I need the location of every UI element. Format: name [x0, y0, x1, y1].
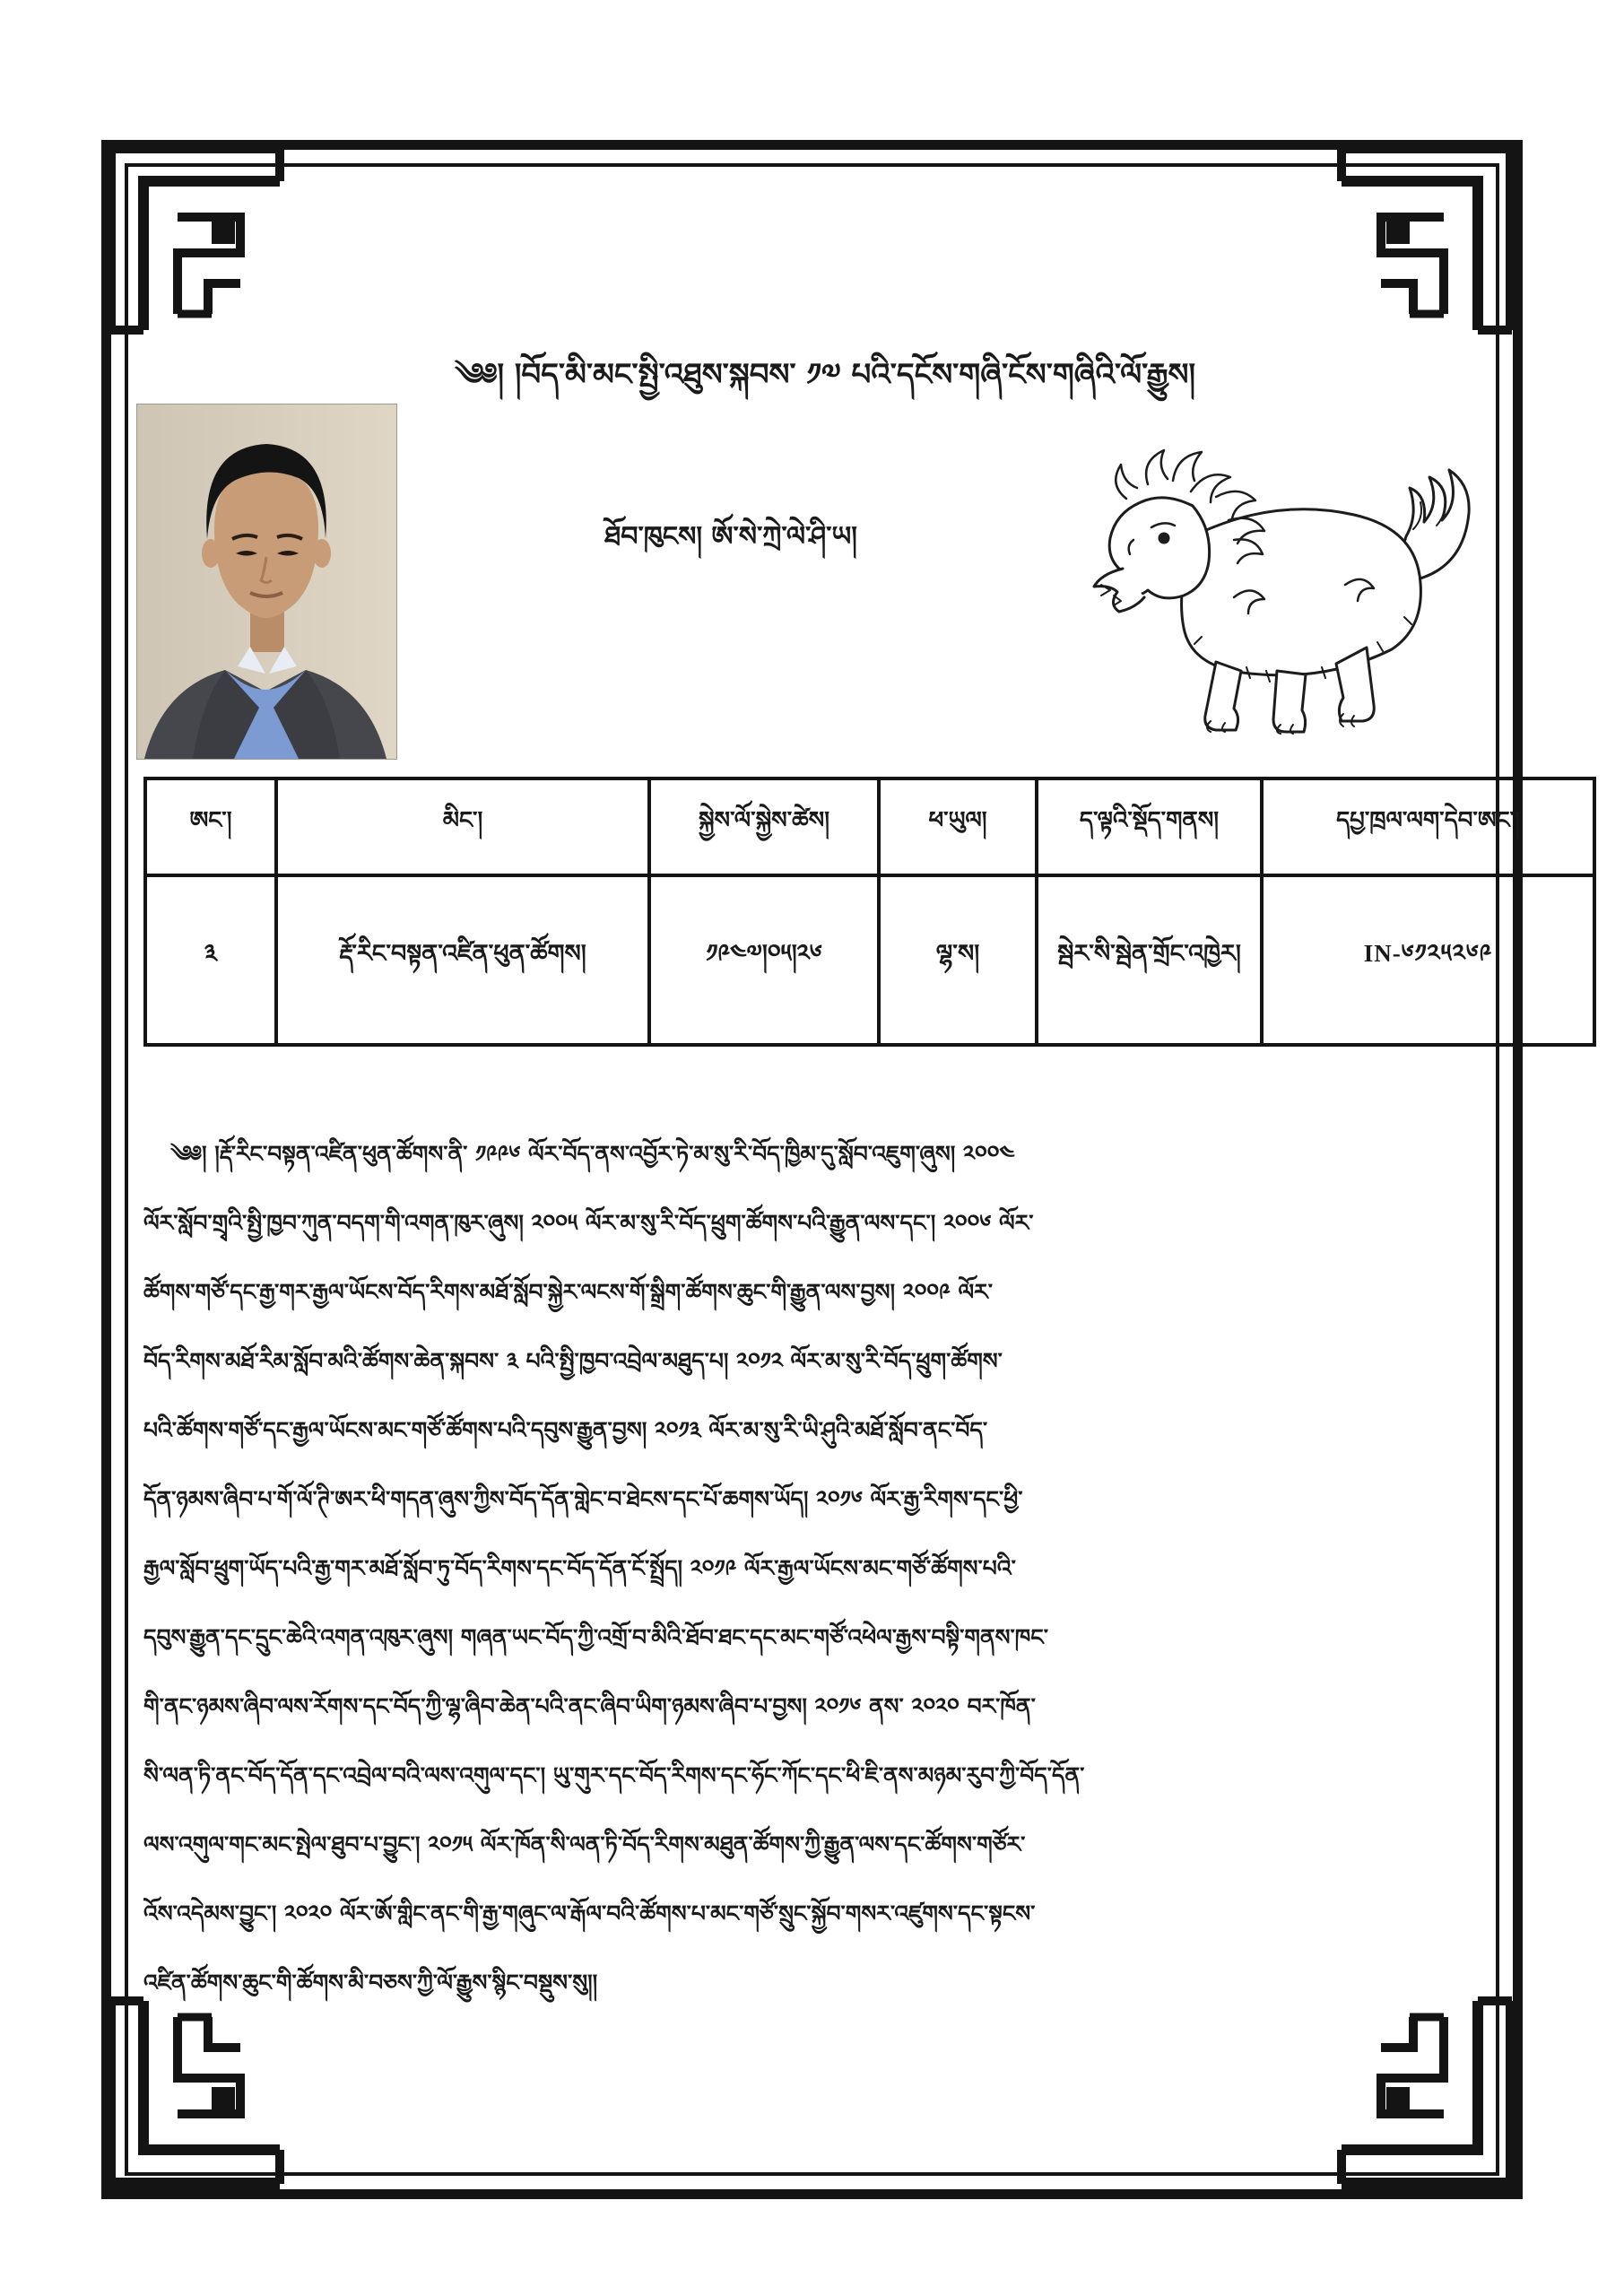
- corner-ornament-top-right: [1336, 135, 1524, 336]
- column-header-greenbook: དཔྱ་ཁྲལ་ལག་དེབ་ཨང་།: [1262, 778, 1594, 875]
- meander-pattern-icon: [1336, 135, 1524, 336]
- biography-line: འཛིན་ཚོགས་ཆུང་གི་ཚོགས་མི་བཅས་ཀྱི་ལོ་རྒྱུས་སྙིང་བསྡུས་སུ།།: [143, 1970, 598, 1996]
- biography-line: ༄༅། །རྡོ་རིང་བསྟན་འཛིན་ཕུན་ཚོགས་ནི་ ༡༩༩༦ ལོར་བོད་ནས་འབྱོར་ཏེ་མ་སུ་རི་བོད་ཁྱིམ་དུ་སློབ་འཇུག་ཞུས། ༢༠༠༤: [170, 1141, 1015, 1167]
- snow-lion-icon: [1058, 405, 1498, 764]
- constituency-subtitle: ཐོབ་ཁུངས། ཨོ་སེ་ཀྲེ་ལེ་ཤི་ཡ།: [604, 521, 857, 552]
- corner-ornament-bottom-left: [97, 1995, 285, 2196]
- biography-line: ལས་འགུལ་གང་མང་སྤེལ་ཐུབ་པ་བྱུང་། ༢༠༡༥ ལོར་ཁོན་སི་ལན་ཏི་བོད་རིགས་མཐུན་ཚོགས་ཀྱི་རྒྱུན་ལས་དང་ཚོགས་གཙོར་: [143, 1831, 1026, 1857]
- meander-pattern-icon: [97, 1995, 285, 2196]
- document-title: ༄༅། །བོད་མི་མང་སྤྱི་འཐུས་སྐབས་ ༡༧ པའི་དངོས་གཞི་ངོས་གཞིའི་ལོ་རྒྱུས།: [454, 357, 1196, 393]
- column-header-residence: ད་ལྟའི་སྡོད་གནས།: [1037, 778, 1262, 875]
- member-portrait-photo: [136, 404, 397, 760]
- meander-pattern-icon: [1336, 1995, 1524, 2196]
- biography-paragraph: [143, 1119, 1507, 2017]
- portrait-photo-illustration: [137, 404, 396, 759]
- column-header-name: མིང་།: [276, 778, 649, 875]
- biography-line: དབུས་རྒྱུན་དང་དྲུང་ཆེའི་འགན་འཁུར་ཞུས། གཞན་ཡང་བོད་ཀྱི་འགྲོ་བ་མིའི་ཐོབ་ཐང་དང་མང་གཙོ་འཕེལ་རྒྱས་བསྟི་གནས་ཁང་: [143, 1624, 1048, 1650]
- table-header-row: [145, 778, 1594, 875]
- corner-ornament-top-left: [97, 135, 285, 336]
- snow-lion-illustration: [1058, 405, 1498, 764]
- table-row: [145, 875, 1594, 1045]
- column-header-birthdate: སྐྱེས་ལོ་སྐྱེས་ཚེས།: [649, 778, 879, 875]
- column-header-serial: ཨང་།: [145, 778, 276, 875]
- column-header-homeland: ཕ་ཡུལ།: [879, 778, 1037, 875]
- biography-line: སི་ལན་ཏི་ནང་བོད་དོན་དང་འབྲེལ་བའི་ལས་འགུལ་དང་། ཡུ་གུར་དང་བོད་རིགས་དང་ཧོང་ཀོང་དང་ཕི་ཇི་ནས་མཉམ་རུབ་ཀྱི་བོད་དོན་: [143, 1762, 1085, 1788]
- corner-ornament-bottom-right: [1336, 1995, 1524, 2196]
- biography-line: པའི་ཚོགས་གཙོ་དང་རྒྱལ་ཡོངས་མང་གཙོ་ཚོགས་པའི་དབུས་རྒྱུན་བྱས། ༢༠༡༣ ལོར་མ་སུ་རི་ཡི་ཤུའི་མཐོ་སློབ་ནང་བོད་: [143, 1417, 988, 1443]
- biography-line: ཚོགས་གཙོ་དང་རྒྱ་གར་རྒྱལ་ཡོངས་བོད་རིགས་མཐོ་སློབ་སྐྱེར་ལངས་གོ་སྒྲིག་ཚོགས་ཆུང་གི་རྒྱུན་ལས་བྱས། ༢༠༠༩ ལོར་: [143, 1279, 993, 1305]
- biography-line: བོད་རིགས་མཐོ་རིམ་སློབ་མའི་ཚོགས་ཆེན་སྐབས་ ༣ པའི་སྤྱི་ཁྱབ་འབྲེལ་མཐུད་པ། ༢༠༡༢ ལོར་མ་སུ་རི་བོད་ཕྲུག་ཚོགས་: [143, 1348, 1003, 1374]
- cell-homeland: ལྷ་ས།: [879, 875, 1037, 1045]
- cell-serial-number: ༣: [145, 875, 276, 1045]
- biography-line: དོན་ཉམས་ཞིབ་པ་གོ་ལོ་ཊི་ཨར་ཕི་གདན་ཞུས་ཀྱིས་བོད་དོན་གླེང་བ་ཐེངས་དང་པོ་ཆགས་ཡོད། ༢༠༡༦ ལོར་རྒྱ་རིགས་དང་ཕྱི་: [143, 1486, 1023, 1512]
- cell-current-residence: སྦེར་སི་སྦེན་གྲོང་འཁྱེར།: [1037, 875, 1262, 1045]
- biography-line: འོས་འདེམས་བྱུང་། ༢༠༢༠ ལོར་ཨོ་གླིང་ནང་གི་རྒྱ་གཞུང་ལ་རྒོལ་བའི་ཚོགས་པ་མང་གཙོ་སྲུང་སྐྱོབ་གསར་འཛུགས་དང་སྟངས་: [143, 1900, 1036, 1926]
- cell-green-book-number: IN-༦༡༢༥༢༦༩: [1262, 875, 1594, 1045]
- biography-line: ལོར་སློབ་གྲྭའི་སྤྱི་ཁྱབ་ཀུན་བདག་གི་འགན་ཁུར་ཞུས། ༢༠༠༥ ལོར་མ་སུ་རི་བོད་ཕྲུག་ཚོགས་པའི་རྒྱུན་ལས་དང་། ༢༠༠༦ ལོར་: [143, 1210, 1034, 1236]
- cell-member-name: རྡོ་རིང་བསྟན་འཛིན་ཕུན་ཚོགས།: [276, 875, 649, 1045]
- biography-line: གི་ནང་ཉམས་ཞིབ་ལས་རོགས་དང་བོད་ཀྱི་ལྷ་ཞིབ་ཆེན་པའི་ནང་ཞིབ་ཡིག་ཉམས་ཞིབ་པ་བྱས། ༢༠༡༦ ནས་ ༢༠༢༠ བར་ཁོན་: [143, 1693, 1036, 1719]
- meander-pattern-icon: [97, 135, 285, 336]
- biography-line: རྒྱལ་སློབ་ཕྲུག་ཡོད་པའི་རྒྱ་གར་མཐོ་སློབ་ཏུ་བོད་རིགས་དང་བོད་དོན་ངོ་སྤྲོད། ༢༠༡༩ ལོར་རྒྱལ་ཡོངས་མང་གཙོ་ཚོགས་པའི་: [143, 1555, 1016, 1581]
- cell-birth-date: ༡༩༤༧།༠༥།༢༦: [649, 875, 879, 1045]
- member-table: [143, 777, 1596, 1047]
